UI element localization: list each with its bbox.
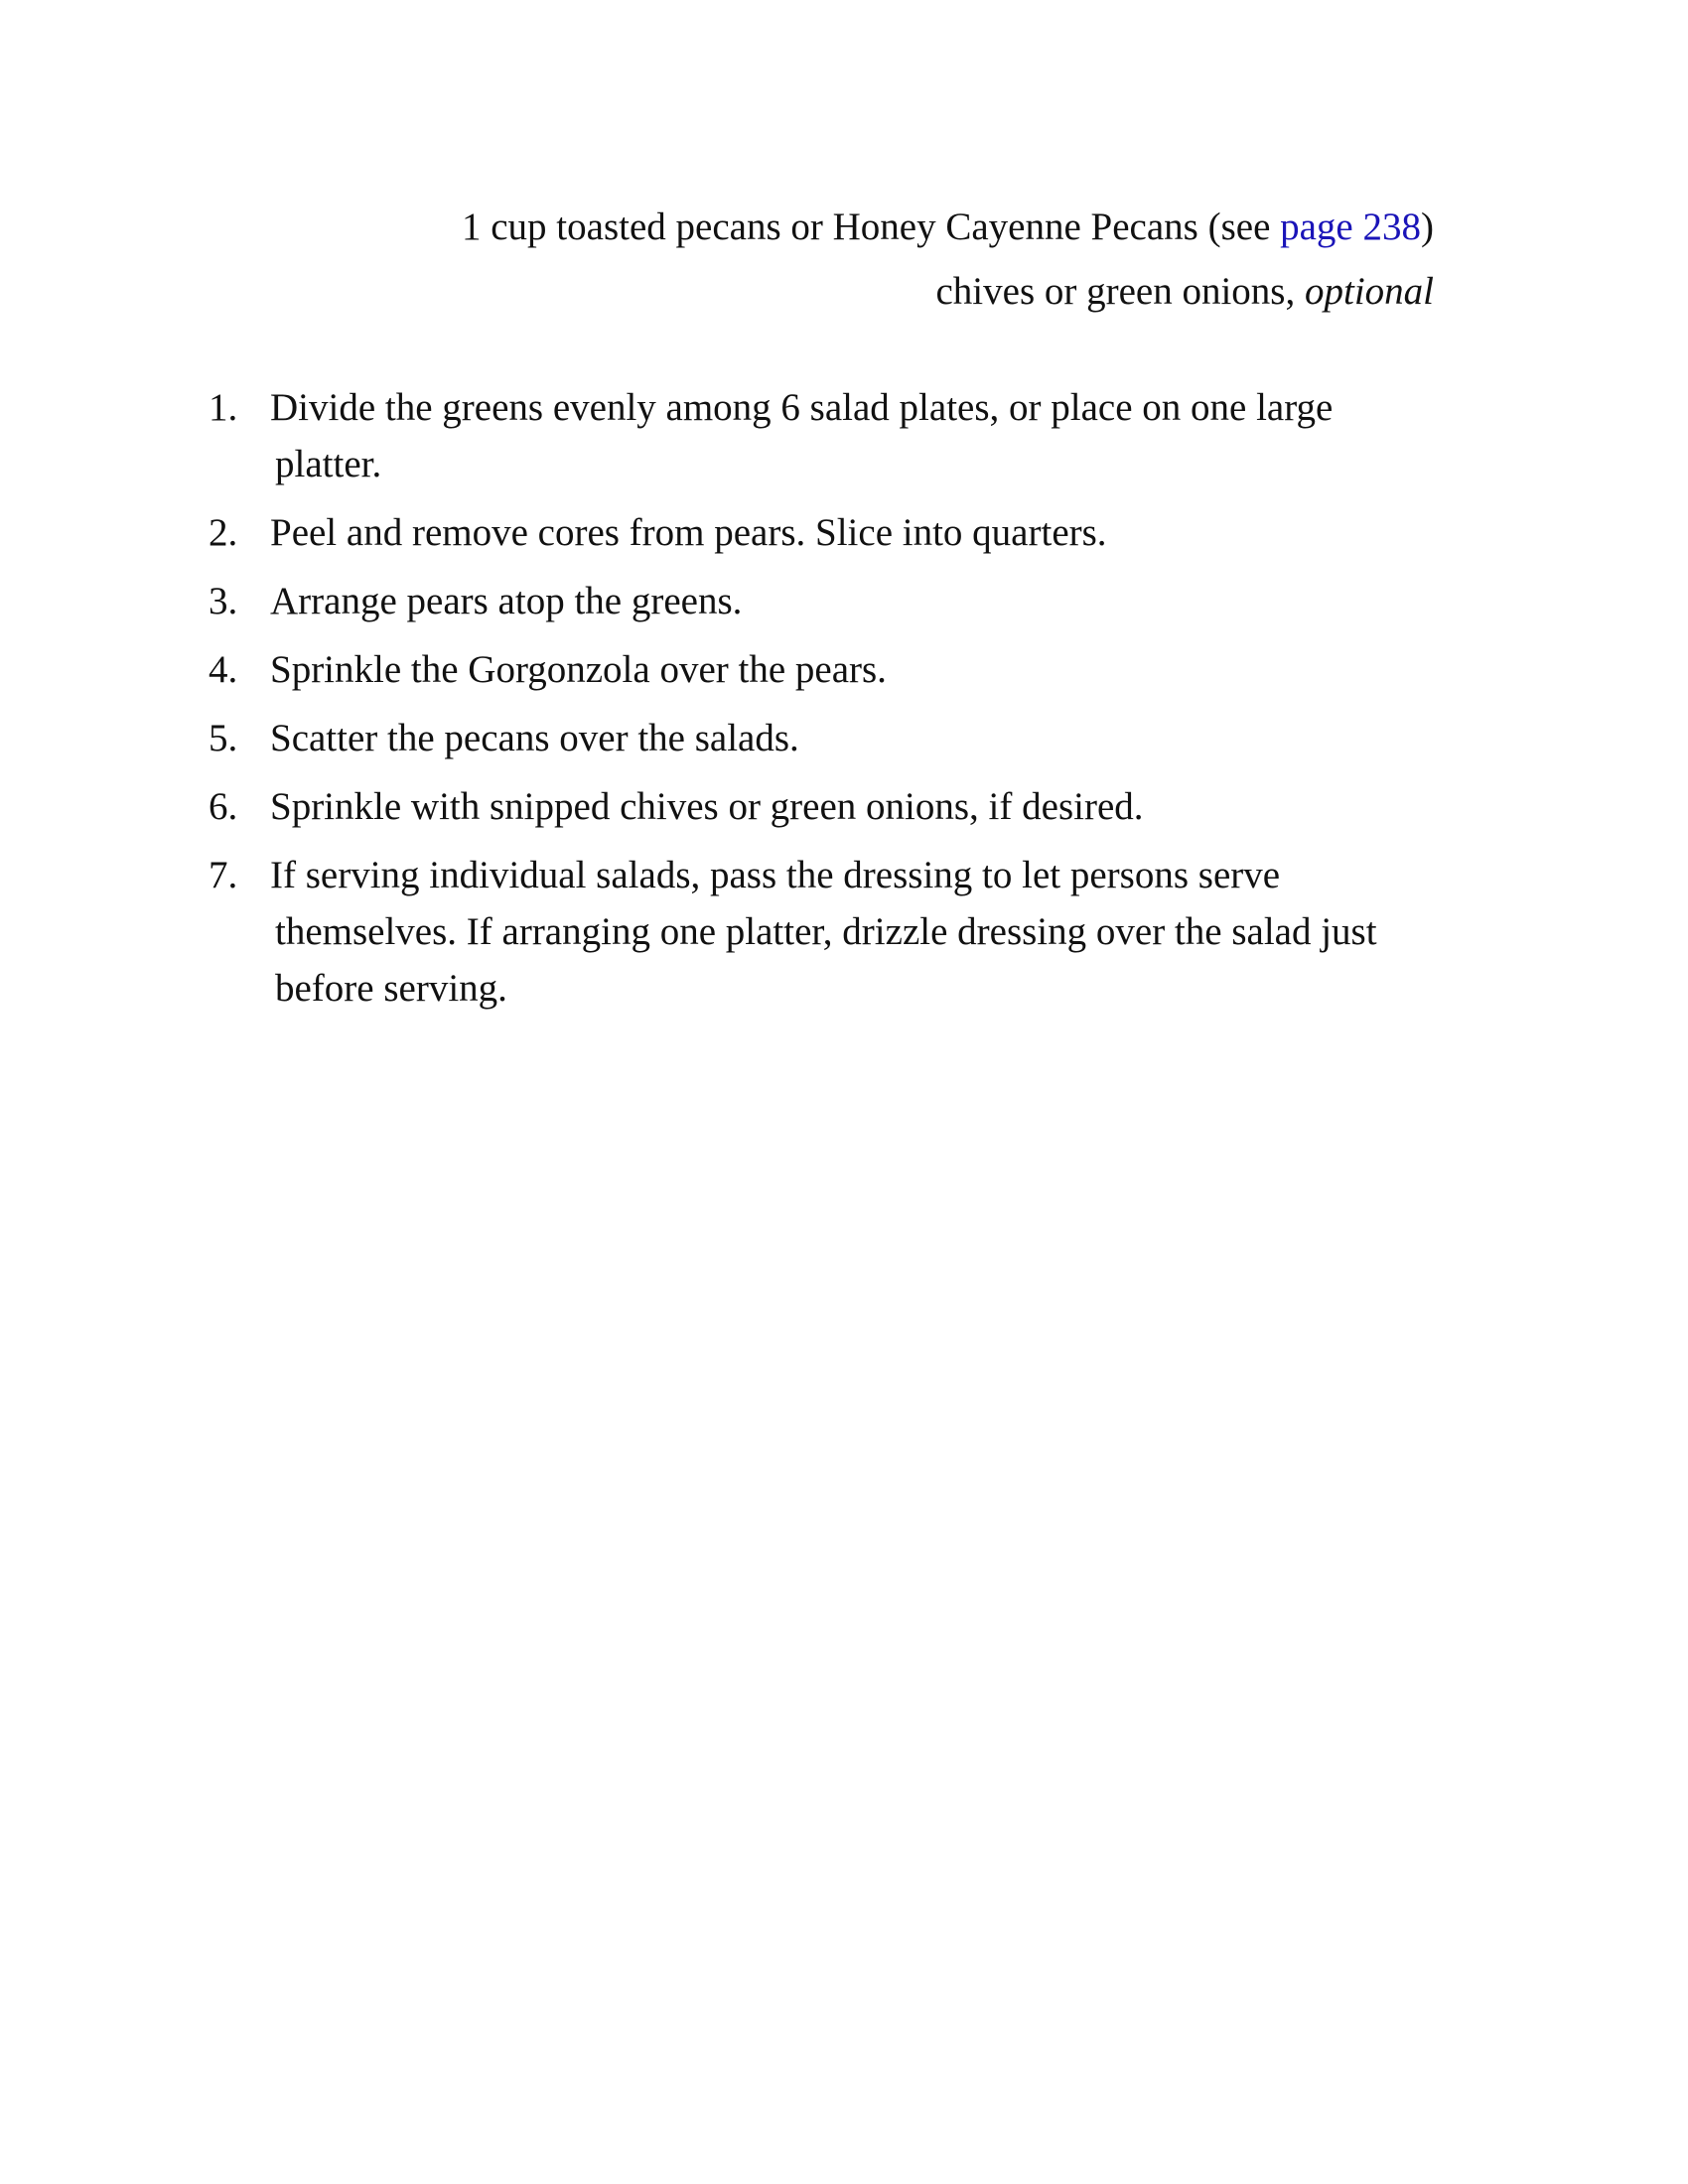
instruction-steps <box>209 379 1440 1028</box>
ingredient-chives-text: chives or green onions, <box>935 270 1305 313</box>
step-number: 4. <box>209 648 238 691</box>
step-item <box>209 778 1440 835</box>
optional-note: optional <box>1304 270 1434 313</box>
step-text <box>270 504 1440 561</box>
step-text <box>270 573 1440 629</box>
step-text <box>270 641 1440 698</box>
step-line: Scatter the pecans over the salads. <box>270 717 799 759</box>
ingredient-pecans-close: ) <box>1421 205 1434 248</box>
step-line: Divide the greens evenly among 6 salad plates, or place on one large <box>270 386 1334 429</box>
step-line: If serving individual salads, pass the dressing to let persons serve <box>270 854 1281 896</box>
step-line: Peel and remove cores from pears. Slice into quarters. <box>270 511 1107 554</box>
step-number: 6. <box>209 785 238 828</box>
step-item <box>209 379 1440 492</box>
step-item <box>209 847 1440 1017</box>
step-line: Sprinkle the Gorgonzola over the pears. <box>270 648 887 691</box>
page-238-link[interactable]: page 238 <box>1280 205 1421 248</box>
step-text <box>270 379 1440 492</box>
ingredient-chives <box>242 259 1434 324</box>
step-text <box>270 710 1440 766</box>
step-line: Sprinkle with snipped chives or green onions, if desired. <box>270 785 1144 828</box>
step-text <box>270 847 1440 1017</box>
step-line: themselves. If arranging one platter, drizzle dressing over the salad just <box>275 910 1377 953</box>
step-number: 2. <box>209 511 238 554</box>
step-item <box>209 504 1440 561</box>
step-text <box>270 778 1440 835</box>
ingredient-pecans <box>242 195 1434 259</box>
step-number: 3. <box>209 580 238 622</box>
ingredient-list <box>242 195 1434 324</box>
step-number: 7. <box>209 854 238 896</box>
step-line: Arrange pears atop the greens. <box>270 580 743 622</box>
step-item <box>209 573 1440 629</box>
step-item <box>209 641 1440 698</box>
step-number: 5. <box>209 717 238 759</box>
step-line: platter. <box>275 443 382 485</box>
ingredient-pecans-text: 1 cup toasted pecans or Honey Cayenne Pecans (see <box>462 205 1281 248</box>
step-number: 1. <box>209 386 238 429</box>
step-line: before serving. <box>275 967 507 1010</box>
step-item <box>209 710 1440 766</box>
